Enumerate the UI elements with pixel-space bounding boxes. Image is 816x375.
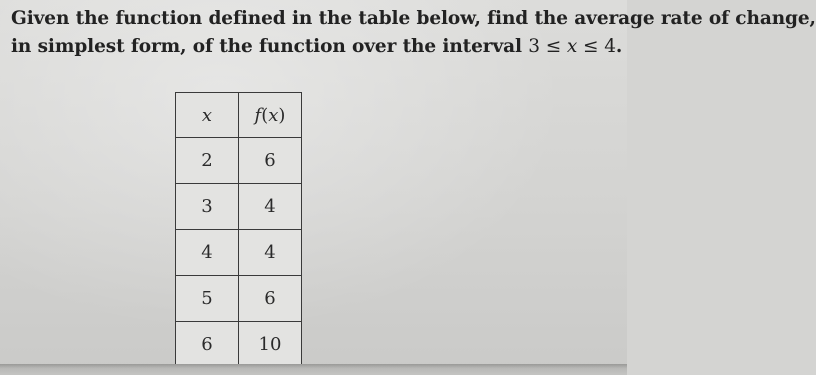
function-table (175, 92, 302, 368)
cell-x: 2 (176, 138, 239, 184)
header-fx (239, 93, 302, 138)
interval-period: . (615, 36, 623, 57)
header-fx-open: ( (261, 104, 269, 126)
table-header-row (176, 93, 302, 138)
cell-fx: 4 (239, 230, 302, 276)
interval-leq-1: ≤ (545, 36, 562, 57)
header-fx-var: x (268, 104, 279, 126)
cell-fx: 4 (239, 184, 302, 230)
header-x (176, 93, 239, 138)
cell-fx: 10 (239, 322, 302, 368)
interval-leq-2: ≤ (583, 36, 599, 57)
question-text (11, 5, 816, 61)
table-row (176, 322, 302, 368)
question-line-1: Given the function defined in the table below, find the average rate of change, (11, 8, 816, 29)
interval-high: 4 (604, 36, 616, 57)
interval-low: 3 (528, 36, 540, 57)
table-row (176, 276, 302, 322)
cell-x: 6 (176, 322, 239, 368)
table-row (176, 230, 302, 276)
header-fx-name: f (254, 104, 262, 126)
cell-x: 4 (176, 230, 239, 276)
interval-variable: x (566, 36, 578, 57)
cell-x: 5 (176, 276, 239, 322)
cell-fx: 6 (239, 276, 302, 322)
screen-bottom-edge (0, 364, 627, 375)
question-line-2 (11, 33, 621, 61)
question-line-2-text: in simplest form, of the function over the interval (11, 36, 529, 57)
table-row (176, 184, 302, 230)
table-row (176, 138, 302, 184)
header-x-var: x (201, 104, 213, 126)
cell-fx: 6 (239, 138, 302, 184)
cell-x: 3 (176, 184, 239, 230)
header-fx-close: ) (278, 104, 286, 126)
interval-expression (528, 36, 616, 57)
